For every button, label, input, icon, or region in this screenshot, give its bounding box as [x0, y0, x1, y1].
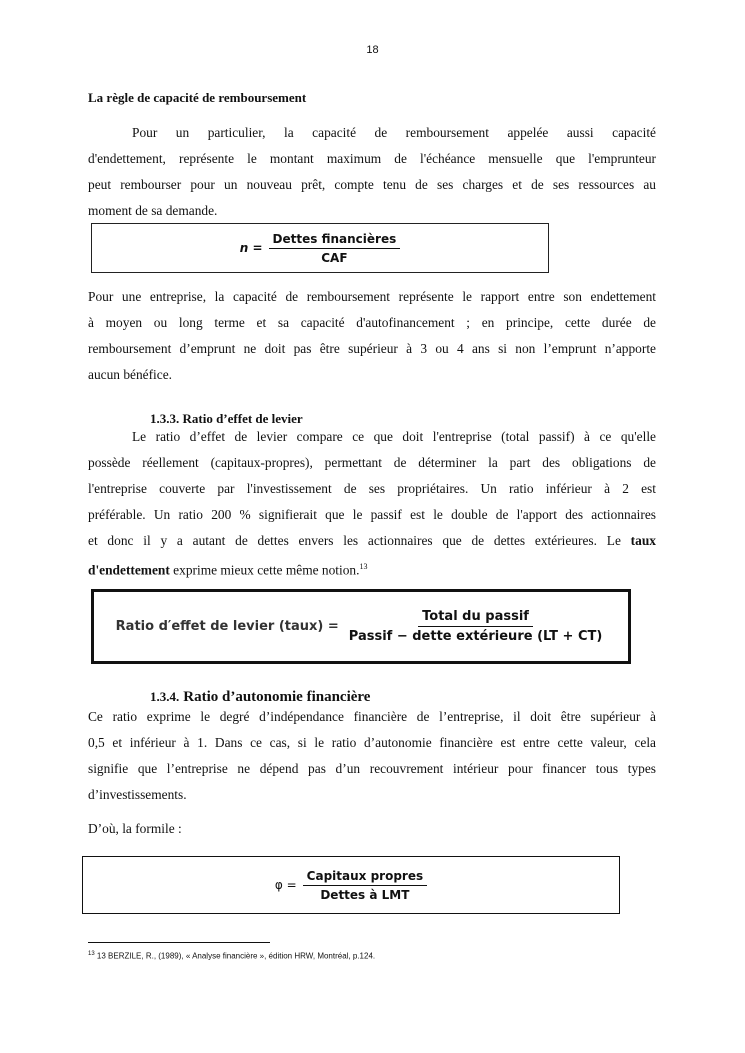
formula-autonomie: [83, 857, 619, 913]
fraction-numerator: Total du passif: [418, 609, 533, 627]
fraction: [345, 609, 607, 644]
section-title-remboursement: La règle de capacité de remboursement: [88, 90, 307, 105]
text-line: d'endettement, représente le montant maximum de l'échéance mensuelle que l'emprunteur: [88, 151, 656, 166]
text-line: Pour une entreprise, la capacité de remboursement représente le rapport entre son endettement: [88, 289, 656, 304]
formula-effet-levier: [94, 592, 628, 661]
text-line: possède réellement (capitaux-propres), permettant de déterminer la part des obligations de: [88, 455, 656, 470]
fraction-numerator: Dettes financières: [269, 232, 401, 249]
section-title-effet-levier: 1.3.3. Ratio d’effet de levier: [150, 411, 303, 426]
text-line: peut rembourser pour un nouveau prêt, compte tenu de ses charges et de ses ressources au: [88, 177, 656, 192]
formula-box-remboursement: [91, 223, 549, 273]
text-line: [88, 528, 656, 554]
fraction-numerator: Capitaux propres: [303, 869, 427, 886]
text-line: à moyen ou long terme et sa capacité d'autofinancement ; en principe, cette durée de: [88, 315, 656, 330]
text-line: Le ratio d’effet de levier compare ce que doit l'entreprise (total passif) à ce qu'elle: [132, 429, 656, 444]
fraction-denominator: CAF: [321, 250, 348, 265]
formula-lhs: φ =: [274, 878, 297, 892]
formula-intro: D’où, la formile :: [88, 821, 182, 836]
fraction: [269, 232, 401, 265]
text-line: signifie que l’entreprise ne dépend pas d’un recouvrement intérieur pour financer tous types: [88, 761, 656, 776]
text-line-start: et donc il y a autant de dettes envers les actionnaires que de dettes extérieures. Le: [88, 533, 621, 548]
text-line: moment de sa demande.: [88, 203, 218, 218]
formula-remboursement: [92, 224, 548, 272]
text-line: Ce ratio exprime le degré d’indépendance financière de l’entreprise, il doit être supérieur à: [88, 709, 656, 724]
text-line: Pour un particulier, la capacité de remboursement appelée aussi capacité: [132, 125, 656, 140]
fraction: [303, 869, 427, 902]
footnote-marker: 13: [88, 951, 95, 957]
paragraph-particulier: [88, 120, 656, 224]
section-number: 1.3.4.: [150, 689, 180, 704]
text-line: aucun bénéfice.: [88, 367, 173, 382]
paragraph-entreprise: [88, 284, 656, 388]
text-line-end: exprime mieux cette même notion.: [169, 562, 360, 578]
paragraph-effet-levier: [88, 424, 656, 580]
text-line: [88, 554, 656, 580]
formula-box-autonomie: [82, 856, 620, 914]
footnote-text: 13 BERZILE, R., (1989), « Analyse financière », édition HRW, Montréal, p.124.: [94, 951, 376, 961]
fraction-denominator: Dettes à LMT: [320, 887, 410, 902]
formula-lhs: n =: [239, 241, 263, 255]
page-number: 18: [366, 44, 379, 56]
bold-term-endettement: d'endettement: [88, 562, 170, 578]
text-line: d’investissements.: [88, 787, 187, 802]
fraction-denominator: Passif − dette extérieure (LT + CT): [348, 629, 603, 644]
section-title-text: Ratio d’autonomie financière: [183, 689, 371, 705]
text-line: 0,5 et inférieur à 1. Dans ce cas, si le ratio d’autonomie financière est entre cette valeur, cela: [88, 735, 656, 750]
footnote-ref[interactable]: 13: [359, 562, 368, 571]
formula-box-effet-levier: [91, 589, 631, 664]
text-line: préférable. Un ratio 200 % signifierait que le passif est le double de l'apport des actionnaires: [88, 507, 656, 522]
footnote-separator: [88, 942, 270, 943]
paragraph-autonomie: [88, 704, 656, 808]
text-line: l'entreprise couverte par l'investissement de ses propriétaires. Un ratio inférieur à 2 est: [88, 481, 656, 496]
bold-term-taux: taux: [630, 533, 656, 548]
text-line: remboursement d’emprunt ne doit pas être supérieur à 3 ou 4 ans si non l’emprunt n’apporte: [88, 341, 656, 356]
footnote: [88, 951, 375, 961]
formula-lhs: Ratio d′effet de levier (taux) =: [115, 619, 339, 634]
